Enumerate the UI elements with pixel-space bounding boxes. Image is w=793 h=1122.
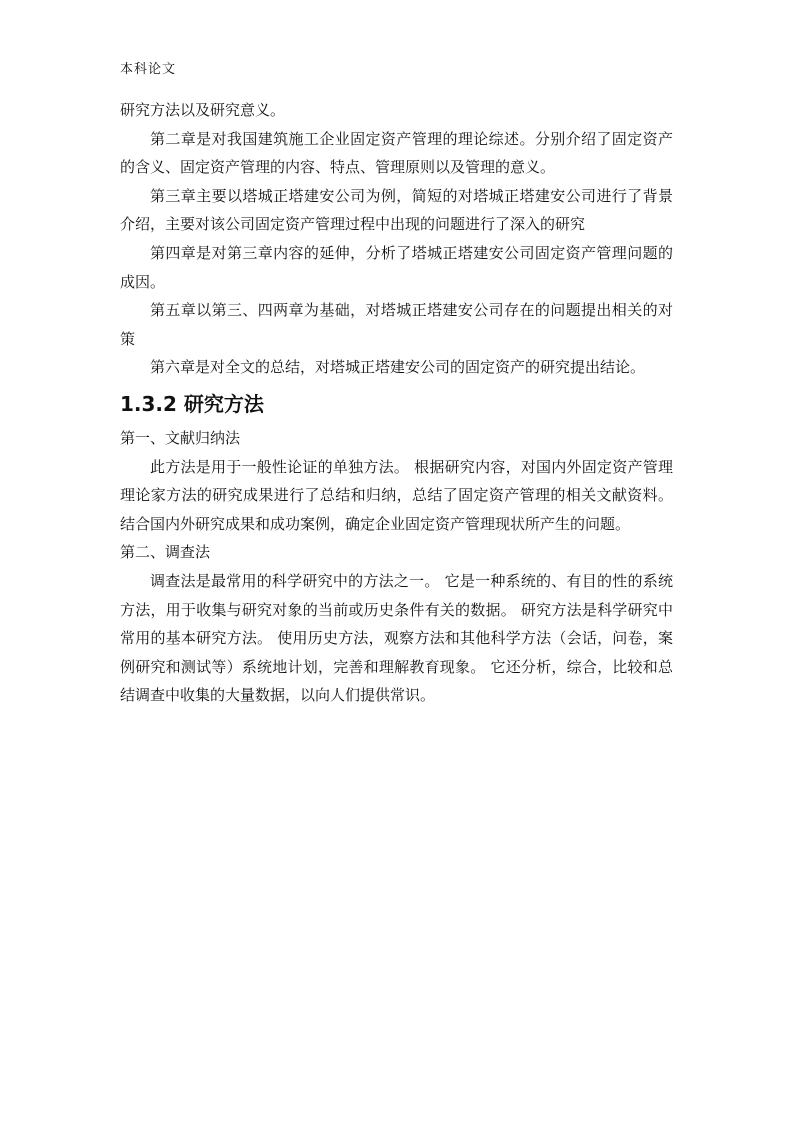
method-2-body: 调查法是最常用的科学研究中的方法之一。 它是一种系统的、有目的性的系统方法，用于收集与研究对象的当前或历史条件有关的数据。 研究方法是科学研究中常用的基本研究方法。 使用历史方法，观察方法和其他科学方法（会话，问卷，案例研究和测试等）系统地计划，完善和理解教育现象。 它还分析，综合，比较和总结调查中收集的大量数据，以向人们提供常识。 — [120, 571, 673, 705]
chapter-summary-2: 第二章是对我国建筑施工企业固定资产管理的理论综述。分别介绍了固定资产的含义、固定资产管理的内容、特点、管理原则以及管理的意义。 — [120, 129, 673, 177]
section-heading: 1.3.2 研究方法 — [120, 391, 264, 416]
intro-continuation: 研究方法以及研究意义。 — [120, 101, 286, 119]
method-1-body: 此方法是用于一般性论证的单独方法。 根据研究内容，对国内外固定资产管理理论家方法的研究成果进行了总结和归纳，总结了固定资产管理的相关文献资料。 结合国内外研究成果和成功案例，确定企业固定资产管理现状所产生的问题。 — [120, 457, 673, 533]
chapter-summary-6: 第六章是对全文的总结，对塔城正塔建安公司的固定资产的研究提出结论。 — [150, 358, 646, 377]
page-content — [120, 96, 673, 710]
method-1-title: 第一、文献归纳法 — [120, 428, 241, 447]
running-header: 本科论文 — [120, 62, 177, 77]
chapter-summary-5: 第五章以第三、四两章为基础，对塔城正塔建安公司存在的问题提出相关的对策 — [120, 301, 673, 348]
chapter-summary-4: 第四章是对第三章内容的延伸，分析了塔城正塔建安公司固定资产管理问题的成因。 — [120, 243, 673, 291]
chapter-summary-3: 第三章主要以塔城正塔建安公司为例，简短的对塔城正塔建安公司进行了背景介绍，主要对该公司固定资产管理过程中出现的问题进行了深入的研究 — [120, 186, 673, 234]
method-2-title: 第二、调查法 — [120, 543, 211, 562]
